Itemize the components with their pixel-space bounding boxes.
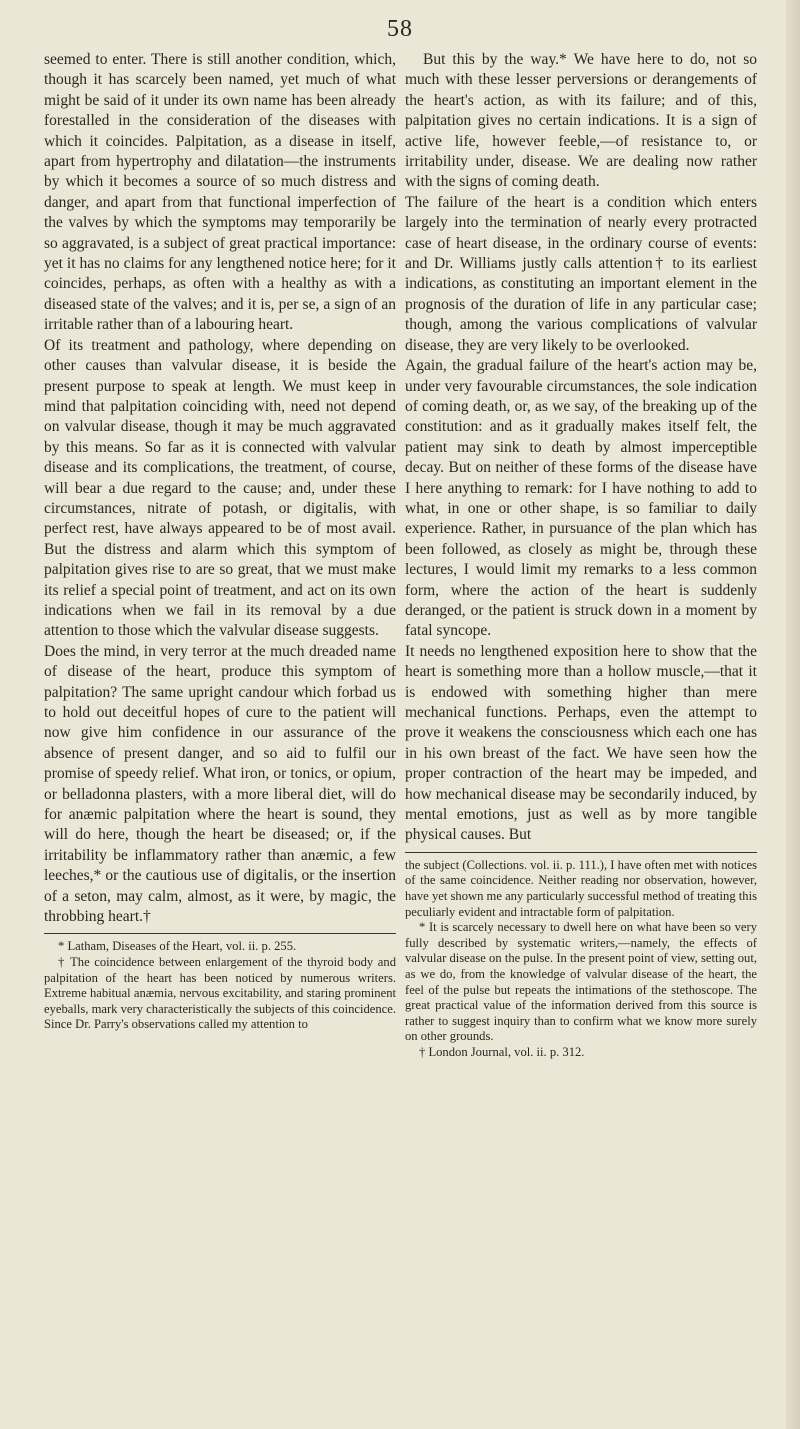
footnote: * It is scarcely necessary to dwell here on what have been so very fully described by systematic writers,—namely, the effects of valvular disease on the pulse. In the present point of view, setting out, as we do, from the knowledge of valvular disease of the heart, the feel of the pulse but repeats the intimations of the stethoscope. The great practical value of the information derived from this source is rather to suggest inquiry than to confirm what we know more surely on other grounds. [405,920,757,1044]
body-paragraph: Of its treatment and pathology, where depending on other causes than valvular disease, it is beside the present purpose to speak at length. We must keep in mind that palpitation coinciding with, need not depend on valvular disease, though it may be much aggravated by this means. So far as it is connected with valvular disease and its complications, the treatment, of course, will bear a due regard to the cause; and, under these circumstances, nitrate of potash, or digitalis, with perfect rest, have always appeared to be of most avail. But the distress and alarm which this symptom of palpitation gives rise to are so great, that we must make its relief a special point of treatment, and act on its own indications when we fail in its removal by a due attention to those which the valvular disease suggests. [44,336,396,640]
page-number: 58 [387,16,413,42]
page-edge-shadow [786,0,800,1429]
right-column [405,50,757,1061]
body-paragraph: Again, the gradual failure of the heart's action may be, under very favourable circumstances, the sole indication of coming death, or, as we say, of the breaking up of the constitution: and as it gradually makes itself felt, the patient may sink to death by almost imperceptible decay. But on neither of these forms of the disease have I here anything to remark: for I have nothing to add to what, in one or other shape, is so familiar to daily experience. Rather, in pursuance of the plan which has been followed, as closely as might be, through these lectures, I would limit my remarks to a less common form, where the action of the heart is suddenly deranged, or the patient is struck down in a moment by fatal syncope. [405,357,757,640]
body-paragraph: It needs no lengthened exposition here to show that the heart is something more than a hollow muscle,—that it is endowed with something higher than mere mechanical functions. Perhaps, even the attempt to prove it weakens the consciousness which each one has in his own breast of the fact. We have seen how the proper contraction of the heart may be impeded, and how mechanical disease may be secondarily induced, by mental emotions, just as well as by more tangible physical causes. But [405,642,757,844]
footnote: * Latham, Diseases of the Heart, vol. ii. p. 255. [58,939,297,954]
body-paragraph: Does the mind, in very terror at the much dreaded name of disease of the heart, produce this symptom of palpitation? The same upright candour which forbad us to hold out deceitful hopes of cure to the patient will now give him confidence in our assurance of the absence of present danger, and so aid to fulfil our promise of speedy relief. What iron, or tonics, or opium, or belladonna plasters, with a more liberal diet, will do for anæmic palpitation where the heart is sound, they will do here, though the heart be diseased; or, if the irritability be inflammatory rather than anæmic, a few leeches,* or the cautious use of digitalis, or the insertion of a seton, may calm, almost, as it were, by magic, the throbbing heart.† [44,642,396,926]
body-paragraph: The failure of the heart is a condition which enters largely into the termination of nearly every protracted case of heart disease, in the ordinary course of events: and Dr. Williams justly calls attention† to its earliest indications, as constituting an important element in the prognosis of the duration of life in any particular case; though, among the various complications of valvular disease, they are very likely to be overlooked. [405,193,757,354]
left-column [44,50,396,1033]
footnote-divider [44,933,396,934]
body-paragraph: seemed to enter. There is still another condition, which, though it has scarcely been named, yet much of what might be said of it under its own name has been already forestalled in the consideration of the diseases with which it coincides. Palpitation, as a disease in itself, apart from hypertrophy and dilatation—the instruments by which it becomes a source of so much distress and danger, and apart from that functional imperfection of the valves by which the symptoms may temporarily be so aggravated, is a subject of great practical importance: yet it has no claims for any lengthened notice here; for it coincides, perhaps, as often with a healthy as with a diseased state of the valves; and it is, per se, a sign of an irritable rather than of a labouring heart. [44,51,396,334]
footnote: the subject (Collections. vol. ii. p. 111.), I have often met with notices of the same coincidence. Neither reading nor observation, however, have yet shown me any particularly successful method of treating this peculiarly evident and intractable form of palpitation. [405,857,757,919]
footnote-divider [405,852,757,853]
footnote: † The coincidence between enlargement of the thyroid body and palpitation of the heart has been noticed by numerous writers. Extreme habitual anæmia, nervous excitability, and staring prominent eyeballs, mark very characteristically the subjects of this coincidence. Since Dr. Parry's observations called my attention to [44,955,396,1032]
footnote: † London Journal, vol. ii. p. 312. [419,1044,585,1059]
body-paragraph: But this by the way.* We have here to do, not so much with these lesser perversions or derangements of the heart's action, as with its failure; and of this, palpitation gives no certain indications. It is a sign of active life, however feeble,—of resistance to, or irritability under, disease. We are dealing now rather with the signs of coming death. [405,51,757,191]
